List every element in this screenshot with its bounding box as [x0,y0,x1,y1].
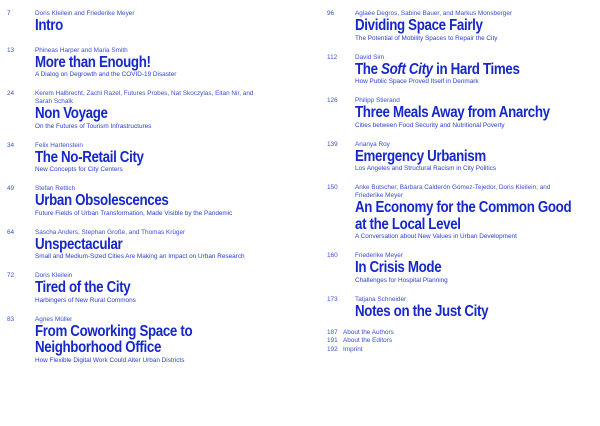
page-number: 112 [327,53,338,61]
page-number: 96 [327,10,335,17]
entry-subtitle: New Concepts for City Centers [35,166,123,173]
title-part: in Hard Times [432,60,520,78]
entry-title-line2[interactable]: at the Local Level [355,215,461,233]
title-italic-part: Soft City [381,60,433,78]
toc-entry-soft-city[interactable] [327,54,597,87]
entry-title[interactable]: In Crisis Mode [355,259,442,276]
entry-authors: Friederike Meyer [355,252,403,259]
back-matter-label: About the Editors [343,337,393,345]
page-number: 160 [327,252,338,259]
toc-entry-common-good[interactable] [327,184,597,241]
entry-subtitle: Harbingers of New Rural Commons [35,296,136,304]
back-matter-item[interactable] [327,329,597,337]
toc-entry-no-retail-city[interactable] [7,142,277,175]
page-number: 49 [7,185,15,192]
entry-authors: Aglaée Degros, Sabine Bauer, and Markus Monsberger [355,10,513,17]
entry-authors: Felix Hartenstein [35,141,83,149]
entry-authors: Anke Butscher, Bárbara Calderón Gómez-Tejedor, Doris Kleilein, and Friederike Meyer [355,184,551,199]
page-number: 192 [327,345,338,353]
entry-title[interactable]: Urban Obsolescences [35,192,169,209]
toc-entry-urban-obsolescences[interactable] [7,185,277,218]
page-number: 83 [7,315,15,323]
page-number: 24 [7,90,15,97]
entry-subtitle: Future Fields of Urban Transformation, Made Visible by the Pandemic [35,209,233,217]
toc-entry-tired-of-the-city[interactable] [7,272,277,305]
right-page [327,10,597,354]
entry-authors: Doris Kleilein and Friederike Meyer [35,10,135,17]
entry-authors: Kerem Halbrecht, Zachi Razel, Futures Probes, Nat Skoczylas, Eitan Nir, and Sarah Schalk [35,90,254,105]
entry-subtitle: How Public Space Proved Itself in Denmark [355,78,479,85]
page-number: 7 [7,10,11,17]
entry-subtitle: Los Angeles and Structural Racism in City Politics [355,165,497,172]
entry-title[interactable]: Notes on the Just City [355,302,489,320]
entry-subtitle: A Dialog on Degrowth and the COVID-19 Disaster [35,71,177,78]
page-number: 187 [327,329,338,336]
entry-title[interactable]: Intro [35,17,63,34]
title-part: The [355,60,382,78]
back-matter-item[interactable] [327,337,597,345]
page-number: 150 [327,184,338,191]
entry-title[interactable]: An Economy for the Common Good [355,199,572,216]
page-number: 34 [7,141,15,149]
toc-entry-non-voyage[interactable] [7,90,277,131]
toc-entry-emergency-urbanism[interactable] [327,141,597,174]
entry-authors: Doris Kleilein [35,272,73,279]
entry-authors: Ananya Roy [355,140,390,148]
left-page [7,10,277,376]
back-matter-item[interactable] [327,346,597,354]
back-matter-label: About the Authors [343,329,394,336]
entry-title[interactable] [355,62,563,79]
page-number: 72 [7,272,15,279]
toc-entry-unspectacular[interactable] [7,229,277,262]
page-number: 139 [327,140,338,148]
page-number: 191 [327,337,338,345]
entry-subtitle: How Flexible Digital Work Could Alter Urban Districts [35,356,185,364]
entry-authors: Philipp Stierand [355,97,400,104]
entry-authors: Sascha Anders, Stephan Große, and Thomas Krüger [35,228,186,236]
entry-authors: Stefan Rettich [35,185,76,192]
toc-entry-crisis-mode[interactable] [327,252,597,285]
toc-entry-dividing-space[interactable] [327,10,597,43]
entry-title[interactable]: Three Meals Away from Anarchy [355,104,550,121]
entry-subtitle: Small and Medium-Sized Cities Are Making an Impact on Urban Research [35,253,245,260]
entry-title[interactable]: From Coworking Space to Neighborhood Office [35,322,193,356]
entry-subtitle: Challenges for Hospital Planning [355,276,448,284]
page-number: 126 [327,97,338,104]
entry-title[interactable]: Non Voyage [35,105,108,122]
entry-authors: Tatjana Schneider [355,295,407,303]
entry-subtitle: On the Futures of Tourism Infrastructures [35,122,152,130]
toc-entry-coworking[interactable] [7,316,277,365]
page-number: 64 [7,228,15,236]
entry-subtitle: Cities between Food Security and Nutritional Poverty [355,121,505,129]
entry-subtitle: The Potential of Mobility Spaces to Repair the City [355,34,498,42]
entry-authors: Phineas Harper and Maria Smith [35,46,128,54]
back-matter-label: Imprint [343,345,363,353]
page-number: 13 [7,46,15,54]
toc-entry-more-than-enough[interactable] [7,47,277,80]
entry-title[interactable]: Dividing Space Fairly [355,17,483,34]
entry-title[interactable]: The No-Retail City [35,148,144,166]
toc-entry-just-city[interactable] [327,296,597,321]
entry-title[interactable]: Emergency Urbanism [355,147,486,165]
entry-authors: David Sim [355,53,385,61]
toc-entry-three-meals[interactable] [327,97,597,130]
entry-authors: Agnes Müller [35,315,73,323]
entry-subtitle: A Conversation about New Values in Urban Development [355,233,517,240]
entry-title[interactable]: Tired of the City [35,279,131,296]
toc-entry-intro[interactable] [7,10,277,35]
back-matter-list [327,329,597,354]
entry-title[interactable]: More than Enough! [35,53,151,71]
page-number: 173 [327,295,338,303]
entry-title[interactable]: Unspectacular [35,235,123,253]
